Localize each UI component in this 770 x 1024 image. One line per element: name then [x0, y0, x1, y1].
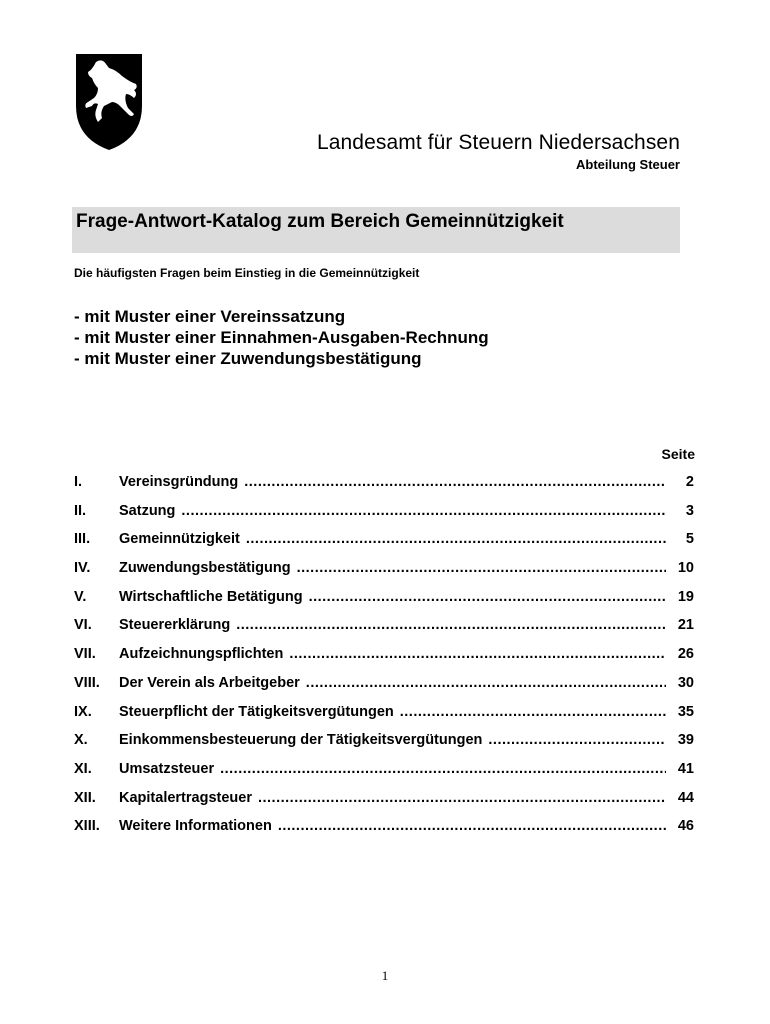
toc-entry-number: II. — [74, 502, 87, 519]
toc-entry-title: Steuerpflicht der Tätigkeitsvergütungen — [119, 703, 394, 720]
feature-item: - mit Muster einer Vereinssatzung — [74, 307, 346, 326]
toc-entry-page: 46 — [677, 818, 694, 835]
lower-saxony-horse-crest-logo — [76, 54, 142, 150]
toc-dot-leader — [289, 646, 666, 662]
toc-dot-leader — [306, 675, 666, 691]
toc-entry[interactable] — [74, 531, 694, 560]
toc-entry-number: III. — [74, 531, 91, 548]
toc-dot-leader — [400, 704, 666, 720]
toc-entry-title: Aufzeichnungspflichten — [119, 646, 284, 663]
organization-header — [317, 130, 680, 173]
toc-entry-number: V. — [74, 588, 87, 605]
toc-dot-leader — [246, 531, 666, 547]
toc-dot-leader — [220, 761, 666, 777]
toc-entry-number: XII. — [74, 789, 96, 806]
page-number: 1 — [381, 968, 389, 983]
toc-page-header: Seite — [661, 446, 695, 462]
feature-list — [74, 306, 489, 369]
toc-entry-page: 2 — [685, 474, 694, 490]
toc-entry[interactable] — [74, 704, 694, 733]
toc-entry[interactable] — [74, 589, 694, 618]
toc-entry-page: 35 — [677, 703, 694, 720]
toc-entry-page: 19 — [677, 588, 694, 605]
toc-dot-leader — [309, 589, 666, 605]
document-title: Frage-Antwort-Katalog zum Bereich Gemeinnützigkeit — [76, 211, 564, 232]
toc-entry-title: Vereinsgründung — [119, 474, 239, 490]
toc-entry-number: VII. — [74, 646, 96, 663]
toc-entry-page: 5 — [685, 531, 694, 548]
toc-entry-page: 26 — [677, 646, 694, 663]
toc-entry-page: 44 — [677, 789, 694, 806]
toc-entry-page: 21 — [677, 617, 694, 634]
toc-entry[interactable] — [74, 474, 694, 503]
toc-dot-leader — [297, 560, 666, 576]
toc-entry-page: 39 — [677, 732, 694, 749]
toc-entry[interactable] — [74, 503, 694, 532]
toc-entry-number: I. — [74, 474, 83, 490]
toc-entry-title: Gemeinnützigkeit — [119, 531, 240, 548]
feature-item: - mit Muster einer Zuwendungsbestätigung — [74, 349, 422, 368]
toc-entry[interactable] — [74, 818, 694, 847]
toc-dot-leader — [236, 617, 666, 633]
toc-dot-leader — [258, 790, 666, 806]
toc-entry-number: VI. — [74, 617, 92, 634]
toc-dot-leader — [278, 818, 666, 834]
table-of-contents — [74, 474, 694, 847]
toc-dot-leader — [488, 732, 666, 748]
toc-dot-leader — [244, 474, 666, 490]
toc-entry-number: IV. — [74, 560, 91, 577]
toc-entry-title: Der Verein als Arbeitgeber — [119, 674, 300, 691]
toc-entry-title: Umsatzsteuer — [119, 760, 215, 777]
toc-dot-leader — [181, 503, 666, 519]
toc-entry[interactable] — [74, 646, 694, 675]
toc-entry-number: XIII. — [74, 818, 100, 835]
toc-entry-title: Kapitalertragsteuer — [119, 789, 252, 806]
toc-entry-title: Weitere Informationen — [119, 818, 272, 835]
toc-entry[interactable] — [74, 761, 694, 790]
toc-entry[interactable] — [74, 560, 694, 589]
toc-entry[interactable] — [74, 675, 694, 704]
feature-item: - mit Muster einer Einnahmen-Ausgaben-Rechnung — [74, 328, 489, 347]
toc-entry-page: 30 — [677, 674, 694, 691]
toc-entry-page: 10 — [677, 560, 694, 577]
toc-entry-title: Satzung — [119, 502, 176, 519]
toc-entry[interactable] — [74, 732, 694, 761]
toc-entry-number: XI. — [74, 760, 92, 777]
title-banner — [72, 207, 680, 253]
toc-entry[interactable] — [74, 790, 694, 819]
toc-entry-title: Zuwendungsbestätigung — [119, 560, 291, 577]
toc-entry[interactable] — [74, 617, 694, 646]
toc-entry-title: Wirtschaftliche Betätigung — [119, 588, 303, 605]
toc-entry-page: 3 — [685, 502, 694, 519]
document-subtitle: Die häufigsten Fragen beim Einstieg in die Gemeinnützigkeit — [74, 266, 420, 280]
toc-entry-page: 41 — [677, 760, 694, 777]
organization-department: Abteilung Steuer — [575, 157, 680, 172]
toc-entry-title: Steuererklärung — [119, 617, 231, 634]
toc-entry-number: X. — [74, 732, 88, 749]
organization-name: Landesamt für Steuern Niedersachsen — [316, 131, 680, 154]
toc-entry-number: IX. — [74, 703, 92, 720]
toc-entry-title: Einkommensbesteuerung der Tätigkeitsvergütungen — [119, 732, 483, 749]
toc-entry-number: VIII. — [74, 674, 100, 691]
